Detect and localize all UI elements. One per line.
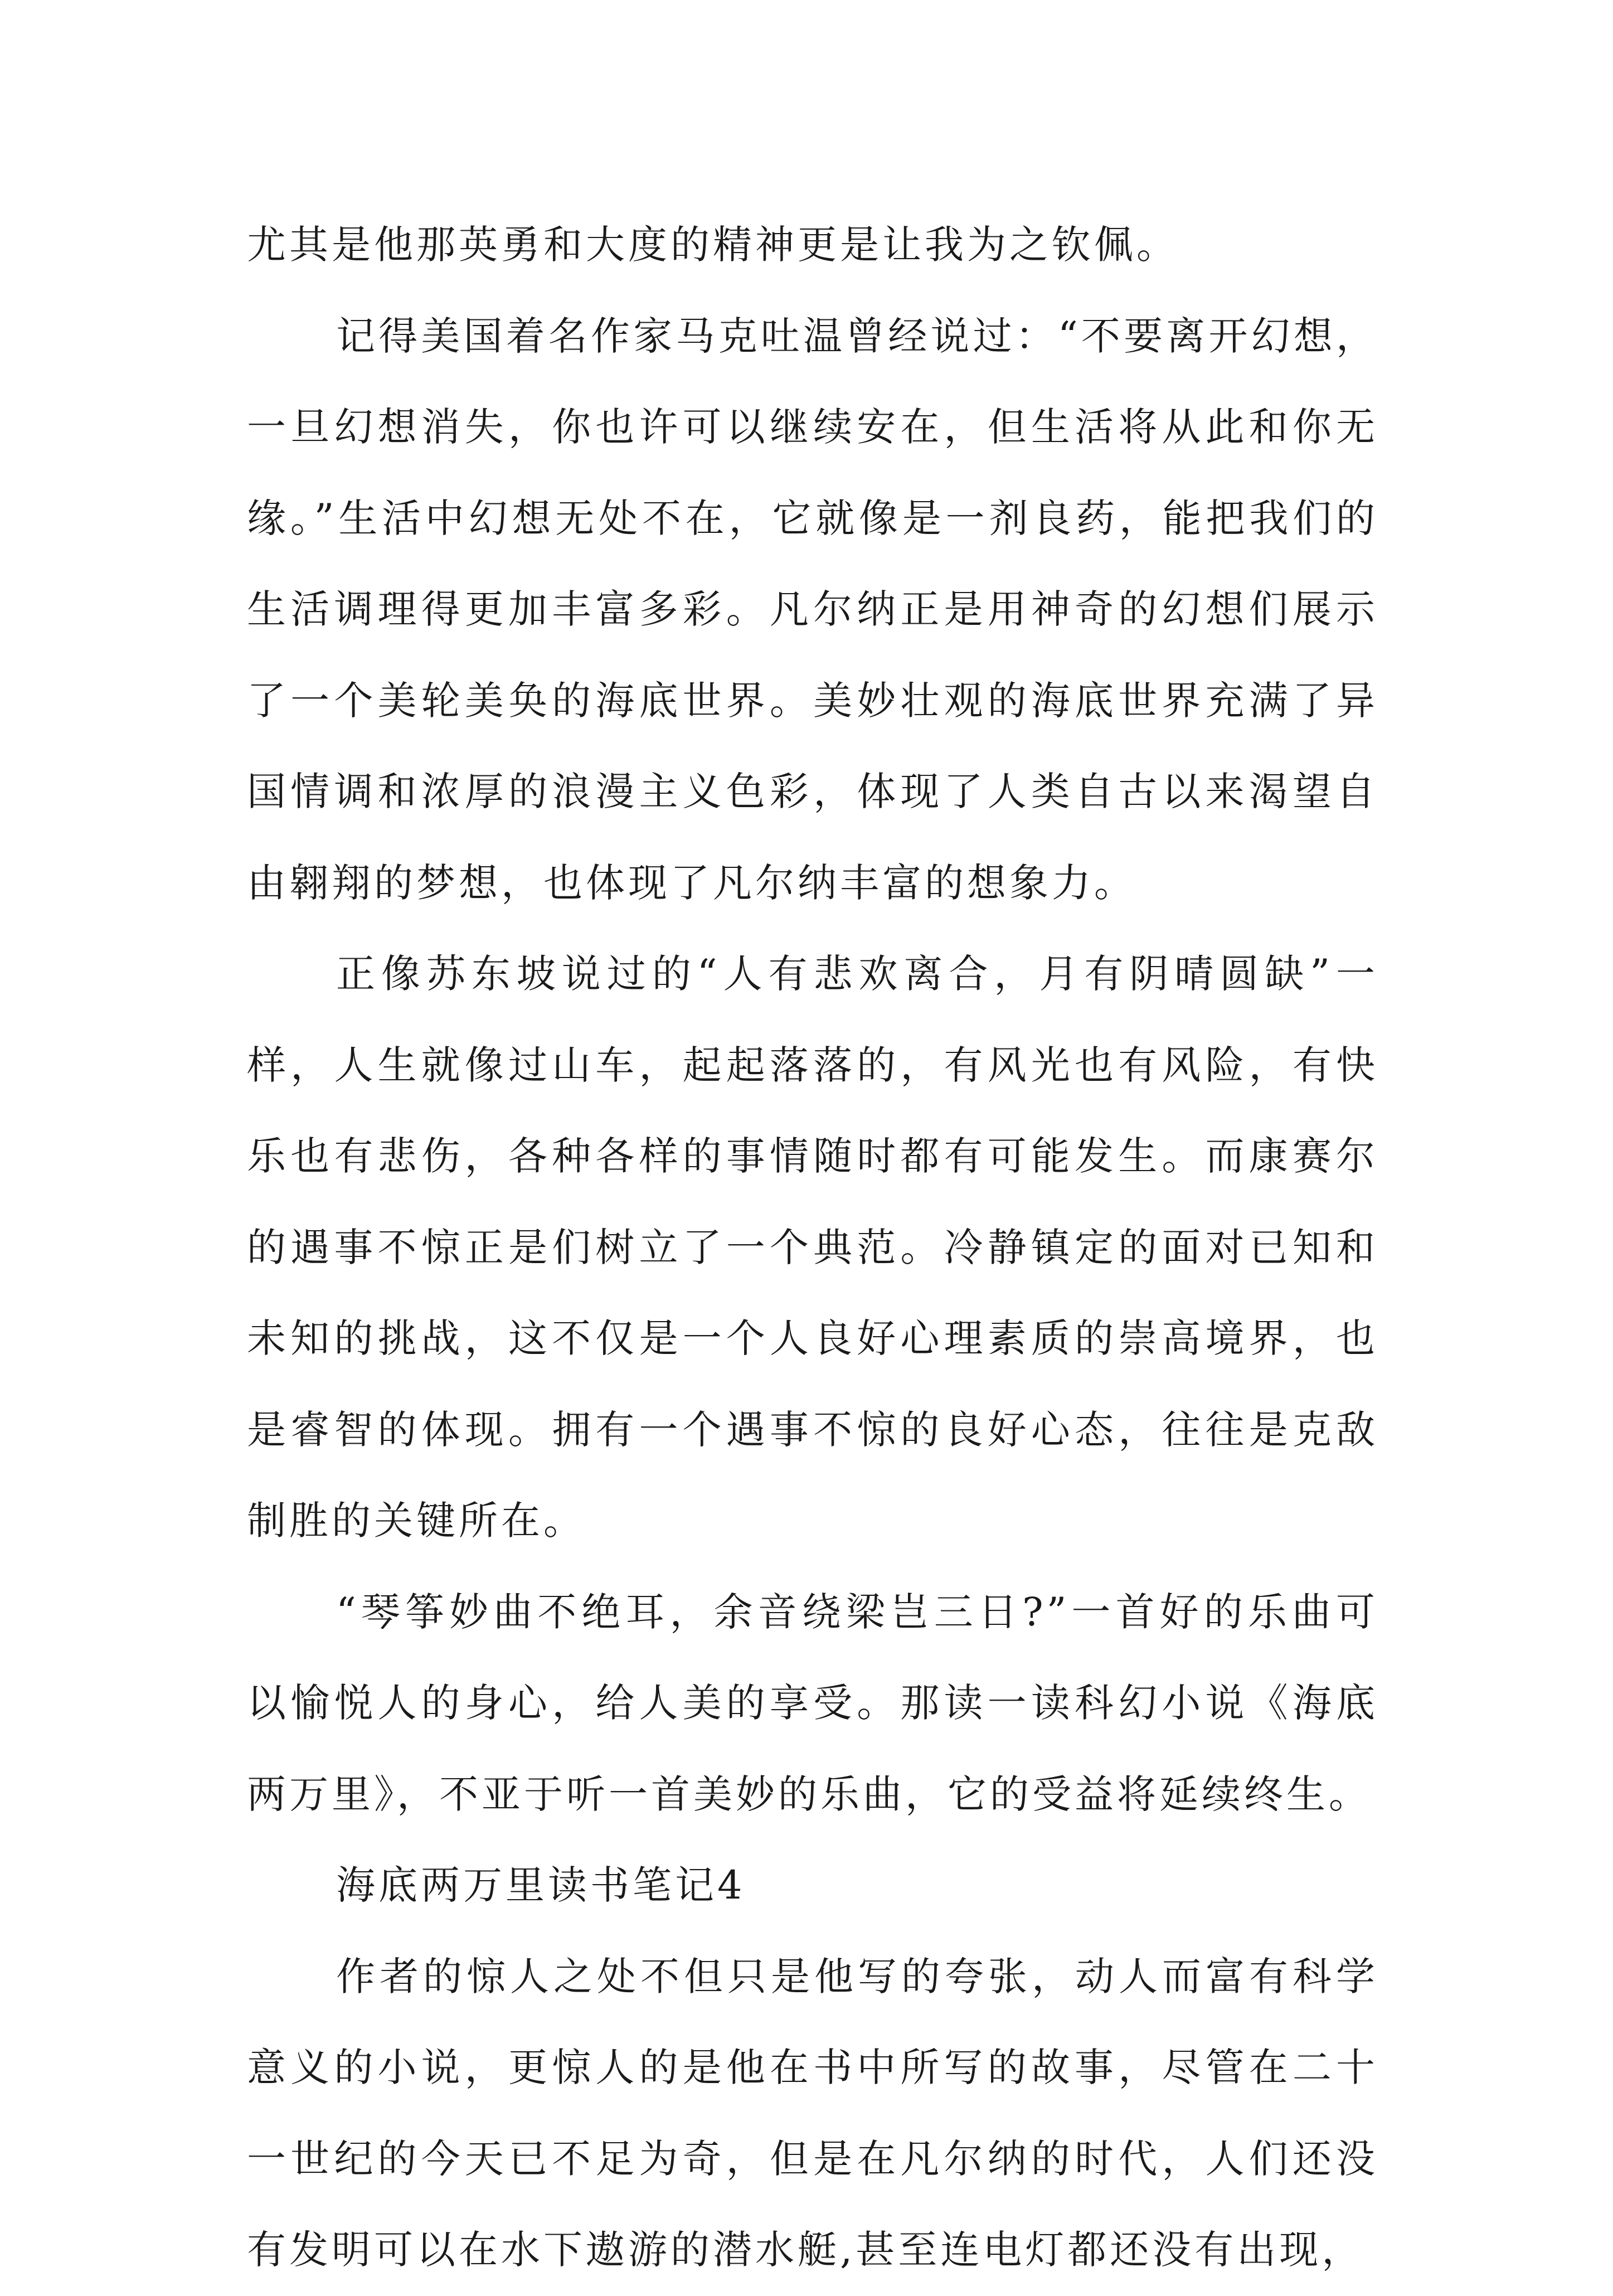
paragraph-5: 作者的惊人之处不但只是他写的夸张，动人而富有科学意义的小说，更惊人的是他在书中所写的故事，尽管在二十一世纪的今天已不足为奇，但是在凡尔纳的时代，人们还没有发明可以在水下遨游的潜水艇,甚至连电灯都还没有出现， — [247, 1953, 1378, 2273]
paragraph-4: “琴筝妙曲不绝耳，余音绕梁岂三日?”一首好的乐曲可以愉悦人的身心，给人美的享受。那读一读科幻小说《海底两万里》，不亚于听一首美妙的乐曲，它的受益将延续终生。 — [247, 1589, 1378, 1817]
paragraph-2: 记得美国着名作家马克吐温曾经说过：“不要离开幻想，一旦幻想消失，你也许可以继续安在，但生活将从此和你无缘。”生活中幻想无处不在，它就像是一剂良药，能把我们的生活调理得更加丰富多彩。凡尔纳正是用神奇的幻想们展示了一个美轮美奂的海底世界。美妙壮观的海底世界充满了异国情调和浓厚的浪漫主义色彩，体现了人类自古以来渴望自由翱翔的梦想，也体现了凡尔纳丰富的想象力。 — [247, 313, 1378, 906]
paragraph-3: 正像苏东坡说过的“人有悲欢离合，月有阴晴圆缺”一样，人生就像过山车，起起落落的，有风光也有风险，有快乐也有悲伤，各种各样的事情随时都有可能发生。而康赛尔的遇事不惊正是们树立了一个典范。冷静镇定的面对已知和未知的挑战，这不仅是一个人良好心理素质的崇高境界，也是睿智的体现。拥有一个遇事不惊的良好心态，往往是克敌制胜的关键所在。 — [247, 951, 1378, 1543]
paragraph-1: 尤其是他那英勇和大度的精神更是让我为之钦佩。 — [247, 222, 1179, 268]
section-heading: 海底两万里读书笔记4 — [336, 1862, 746, 1908]
document-body — [247, 200, 1378, 2296]
